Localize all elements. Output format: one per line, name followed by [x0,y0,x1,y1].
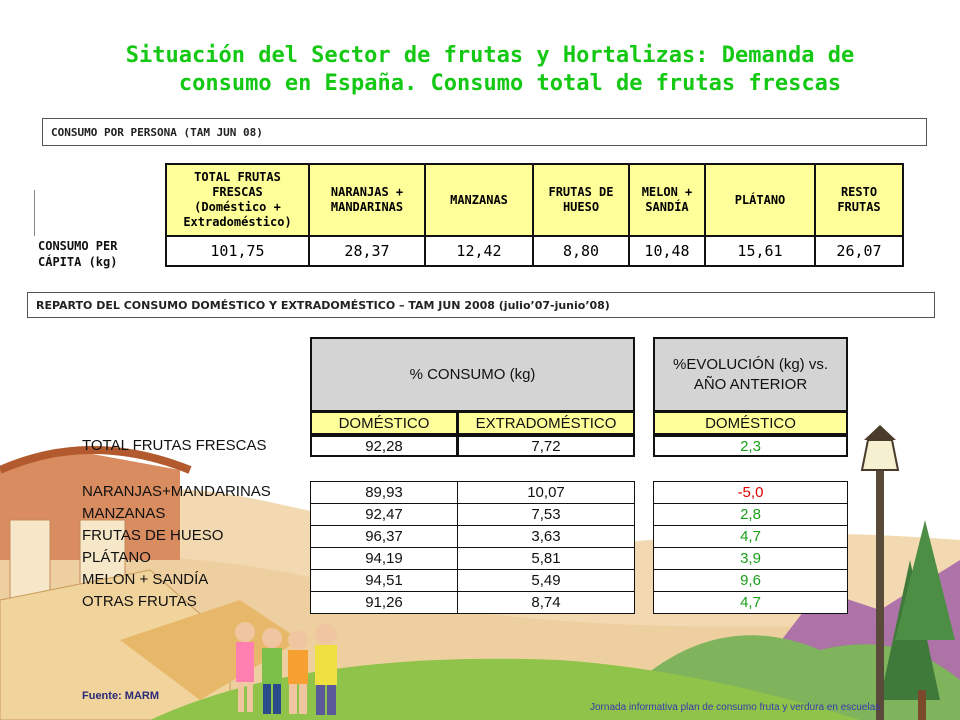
header-line: PLÁTANO [734,192,786,207]
per-capita-value: 12,42 [425,236,533,266]
row-domestico: 94,19 [310,547,458,570]
row-extradomestico: 5,81 [457,547,635,570]
section-label-reparto-text: REPARTO DEL CONSUMO DOMÉSTICO Y EXTRADOMÉSTICO – TAM JUN 2008 (julio’07-junio’08) [36,298,610,312]
per-capita-header-naranjas [309,164,425,236]
header-line: NARANJAS + [330,185,404,199]
section-label-reparto [27,292,935,318]
header-line: Extradoméstico) [183,215,292,229]
per-capita-row-label-line-2: CÁPITA (kg) [38,255,118,269]
row-evolucion: 2,8 [653,503,848,526]
per-capita-row-label [38,238,117,270]
total-row-label: TOTAL FRUTAS FRESCAS [82,437,267,454]
row-label: NARANJAS+MANDARINAS [82,483,271,500]
row-domestico: 91,26 [310,591,458,614]
per-capita-header-resto [815,164,903,236]
header-evolucion-line-1: %EVOLUCIÓN (kg) vs. [672,355,829,373]
header-line: RESTO [840,185,878,199]
page-title-line-2: consumo en España. Consumo total de frutas frescas [178,71,842,96]
total-row-evolucion: 2,3 [653,435,848,457]
row-extradomestico: 3,63 [457,525,635,548]
header-evolucion [653,337,848,412]
header-line: MANZANAS [450,192,508,207]
row-extradomestico: 5,49 [457,569,635,592]
col-header-extradomestico-text: EXTRADOMÉSTICO [475,414,617,432]
per-capita-value: 26,07 [815,236,903,266]
row-evolucion: 3,9 [653,547,848,570]
col-header-domestico-text: DOMÉSTICO [338,414,430,432]
per-capita-header-platano [705,164,815,236]
header-line: FRUTAS [837,200,881,214]
source-note: Fuente: MARM [82,690,159,702]
per-capita-header-total [166,164,309,236]
header-line: FRUTAS DE [548,185,614,199]
header-line: HUESO [562,200,600,214]
header-line: FRESCAS [212,185,263,199]
row-evolucion: 9,6 [653,569,848,592]
row-extradomestico: 10,07 [457,481,635,504]
per-capita-value: 28,37 [309,236,425,266]
row-domestico: 94,51 [310,569,458,592]
row-label: MELON + SANDÍA [82,571,209,588]
header-consumo-text: % CONSUMO (kg) [409,366,536,383]
row-evolucion: -5,0 [653,481,848,504]
per-capita-row-label-line-1: CONSUMO PER [38,239,118,253]
per-capita-table [165,163,904,267]
header-line: MANDARINAS [330,200,404,214]
per-capita-value: 101,75 [166,236,309,266]
header-consumo [310,337,635,412]
page-title [60,42,920,98]
per-capita-value: 8,80 [533,236,629,266]
per-capita-header-hueso [533,164,629,236]
row-evolucion: 4,7 [653,591,848,614]
header-evolucion-line-2: AÑO ANTERIOR [693,375,808,393]
per-capita-value-row [166,236,903,266]
per-capita-value: 10,48 [629,236,705,266]
row-extradomestico: 7,53 [457,503,635,526]
per-capita-value: 15,61 [705,236,815,266]
header-line: (Doméstico + [194,200,281,214]
header-line: SANDÍA [645,200,689,214]
header-line: TOTAL FRUTAS [194,170,281,184]
col-header-extradomestico [457,411,635,435]
col-header-evol-domestico-text: DOMÉSTICO [705,414,796,432]
row-label: OTRAS FRUTAS [82,593,197,610]
per-capita-header-melon [629,164,705,236]
footer-note: Jornada informativa plan de consumo fruta y verdura en escuelas [590,702,881,713]
total-row-domestico: 92,28 [310,435,458,457]
row-label: PLÁTANO [82,549,151,566]
row-extradomestico: 8,74 [457,591,635,614]
total-row-extradomestico: 7,72 [457,435,635,457]
row-domestico: 89,93 [310,481,458,504]
per-capita-header-row [166,164,903,236]
row-domestico: 92,47 [310,503,458,526]
page-title-line-1: Situación del Sector de frutas y Hortalizas: Demanda de [125,43,855,68]
col-header-domestico [310,411,458,435]
row-evolucion: 4,7 [653,525,848,548]
section-label-consumo-persona [42,118,927,146]
per-capita-header-manzanas [425,164,533,236]
row-domestico: 96,37 [310,525,458,548]
header-line: MELON + [641,185,693,199]
section-label-consumo-persona-text: CONSUMO POR PERSONA (TAM JUN 08) [51,125,263,139]
col-header-evol-domestico [653,411,848,435]
row-label: FRUTAS DE HUESO [82,527,224,544]
row-label: MANZANAS [82,505,166,522]
divider-line [34,190,35,236]
